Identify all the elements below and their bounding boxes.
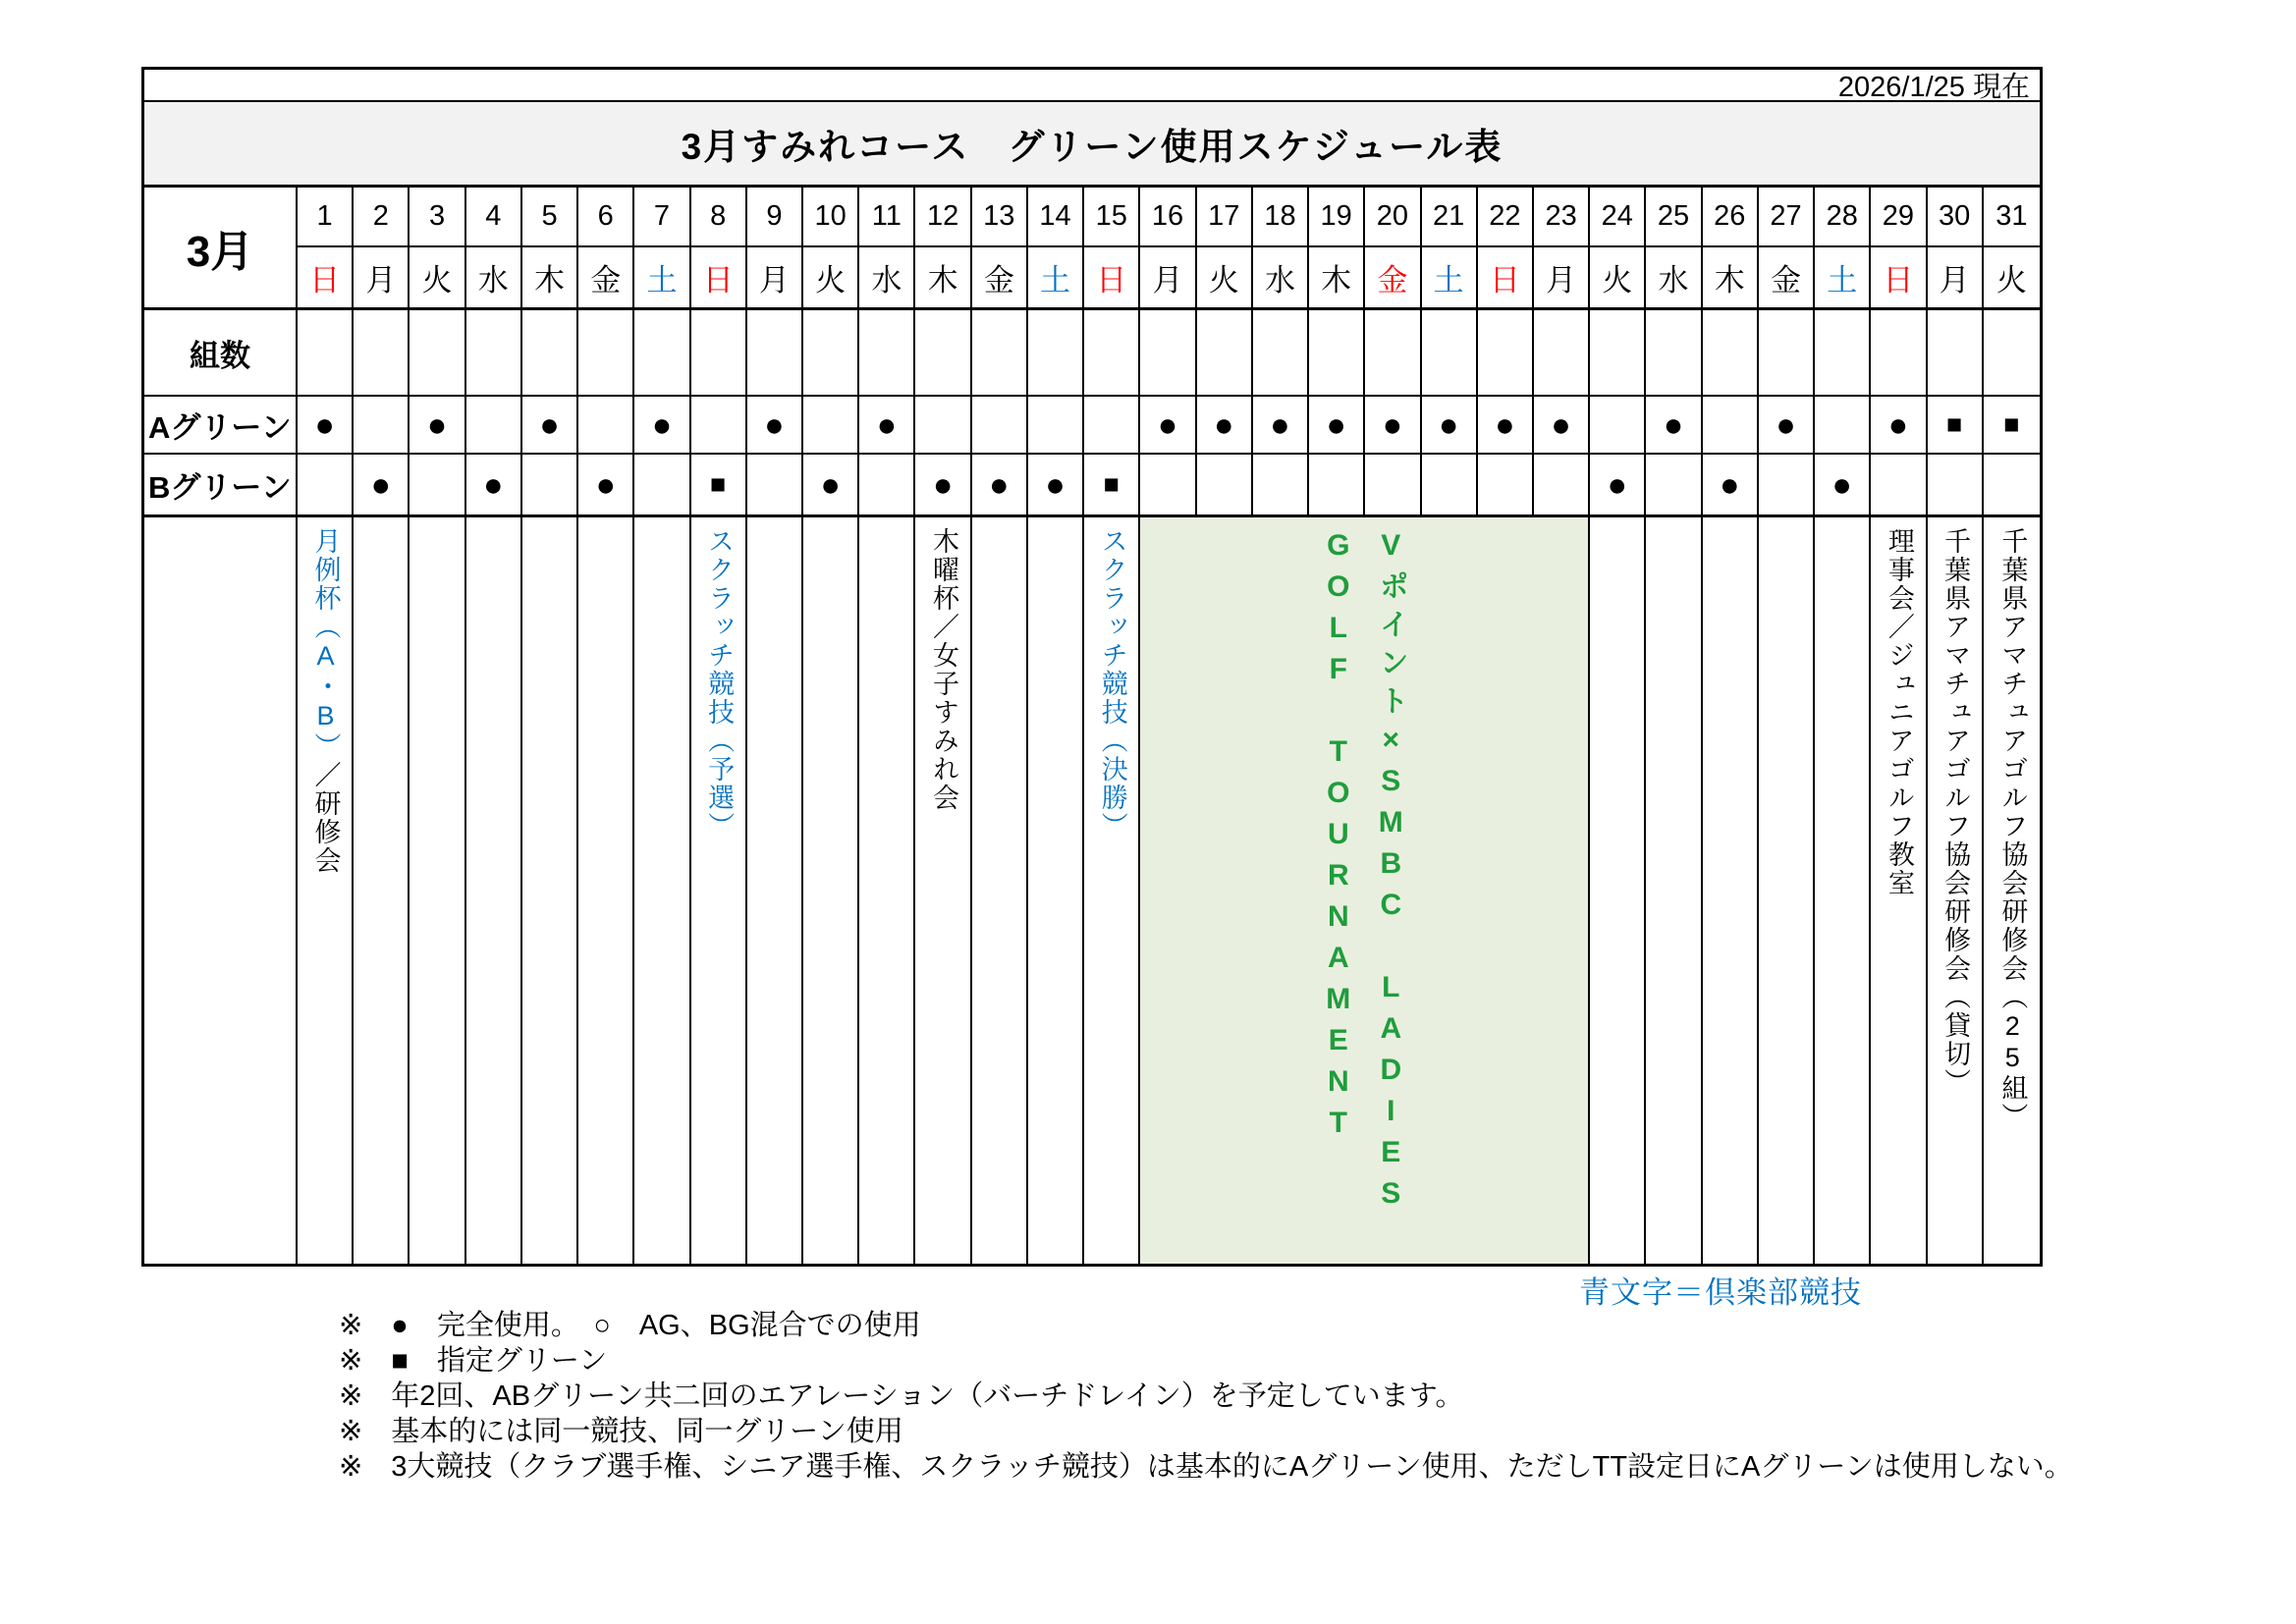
day-number-30: 30 — [1928, 188, 1984, 247]
day-of-week-15: 日 — [1084, 247, 1140, 310]
b-green-cell-23 — [1534, 455, 1590, 517]
b-green-cell-5 — [522, 455, 578, 517]
day-of-week-29: 日 — [1871, 247, 1927, 310]
as-of-date: 2026/1/25 現在 — [144, 70, 2040, 102]
kumisu-cell-30 — [1928, 310, 1984, 397]
blue-text-legend: 青文字＝倶楽部競技 — [1579, 1275, 1862, 1310]
kumisu-cell-7 — [634, 310, 690, 397]
note-line: ※ ● 完全使用。 ○ AG、BG混合での使用 — [339, 1310, 921, 1341]
event-cell-15 — [1084, 517, 1140, 1264]
event-cell-10 — [803, 517, 859, 1264]
day-of-week-24: 火 — [1590, 247, 1646, 310]
b-green-cell-7 — [634, 455, 690, 517]
day-of-week-12: 木 — [915, 247, 971, 310]
event-cell-11 — [859, 517, 915, 1264]
month-label: 3月 — [144, 188, 298, 310]
a-green-cell-11: ● — [859, 397, 915, 455]
day-of-week-23: 月 — [1534, 247, 1590, 310]
a-green-cell-5: ● — [522, 397, 578, 455]
kumisu-cell-26 — [1703, 310, 1759, 397]
b-green-cell-31 — [1984, 455, 2040, 517]
day-of-week-22: 日 — [1478, 247, 1534, 310]
note-line: ※ 3大競技（クラブ選手権、シニア選手権、スクラッチ競技）は基本的にAグリーン使用、ただしTT設定日にAグリーンは使用しない。 — [339, 1451, 2073, 1483]
day-number-2: 2 — [354, 188, 410, 247]
event-cell-27 — [1759, 517, 1815, 1264]
day-number-27: 27 — [1759, 188, 1815, 247]
a-green-cell-27: ● — [1759, 397, 1815, 455]
event-cell-12 — [915, 517, 971, 1264]
b-green-cell-9 — [747, 455, 803, 517]
day-number-16: 16 — [1140, 188, 1196, 247]
day-of-week-21: 土 — [1422, 247, 1478, 310]
event-cell-26 — [1703, 517, 1759, 1264]
a-green-cell-17: ● — [1197, 397, 1253, 455]
kumisu-cell-18 — [1253, 310, 1309, 397]
a-green-cell-3: ● — [410, 397, 465, 455]
day-of-week-28: 土 — [1815, 247, 1871, 310]
day-of-week-20: 金 — [1365, 247, 1421, 310]
day-number-15: 15 — [1084, 188, 1140, 247]
row-label-b-green: Bグリーン — [144, 455, 298, 517]
note-line: ※ ■ 指定グリーン — [339, 1345, 608, 1377]
event-cell-24 — [1590, 517, 1646, 1264]
event-cell-28 — [1815, 517, 1871, 1264]
a-green-cell-24 — [1590, 397, 1646, 455]
a-green-cell-14 — [1028, 397, 1084, 455]
day-number-19: 19 — [1309, 188, 1365, 247]
day-of-week-31: 火 — [1984, 247, 2040, 310]
b-green-cell-22 — [1478, 455, 1534, 517]
event-cell-6 — [578, 517, 634, 1264]
day-of-week-7: 土 — [634, 247, 690, 310]
kumisu-cell-21 — [1422, 310, 1478, 397]
day-of-week-16: 月 — [1140, 247, 1196, 310]
a-green-cell-10 — [803, 397, 859, 455]
day-number-11: 11 — [859, 188, 915, 247]
kumisu-cell-17 — [1197, 310, 1253, 397]
day-number-10: 10 — [803, 188, 859, 247]
a-green-cell-15 — [1084, 397, 1140, 455]
a-green-cell-1: ● — [298, 397, 354, 455]
day-number-28: 28 — [1815, 188, 1871, 247]
event-cell-14 — [1028, 517, 1084, 1264]
kumisu-cell-2 — [354, 310, 410, 397]
day-number-31: 31 — [1984, 188, 2040, 247]
day-number-24: 24 — [1590, 188, 1646, 247]
kumisu-cell-13 — [972, 310, 1028, 397]
a-green-cell-18: ● — [1253, 397, 1309, 455]
b-green-cell-4: ● — [466, 455, 522, 517]
event-text: 月例杯︵A・B︶／研修会 — [310, 527, 341, 875]
event-cell-7 — [634, 517, 690, 1264]
b-green-cell-18 — [1253, 455, 1309, 517]
day-of-week-25: 水 — [1646, 247, 1702, 310]
kumisu-cell-14 — [1028, 310, 1084, 397]
b-green-cell-1 — [298, 455, 354, 517]
day-number-3: 3 — [410, 188, 465, 247]
a-green-cell-31: ■ — [1984, 397, 2040, 455]
b-green-cell-20 — [1365, 455, 1421, 517]
event-cell-3 — [410, 517, 465, 1264]
day-number-17: 17 — [1197, 188, 1253, 247]
day-of-week-3: 火 — [410, 247, 465, 310]
schedule-grid — [141, 67, 2043, 1267]
a-green-cell-29: ● — [1871, 397, 1927, 455]
day-of-week-8: 日 — [691, 247, 747, 310]
b-green-cell-2: ● — [354, 455, 410, 517]
kumisu-cell-15 — [1084, 310, 1140, 397]
kumisu-cell-24 — [1590, 310, 1646, 397]
kumisu-cell-1 — [298, 310, 354, 397]
b-green-cell-12: ● — [915, 455, 971, 517]
day-of-week-18: 水 — [1253, 247, 1309, 310]
b-green-cell-14: ● — [1028, 455, 1084, 517]
event-cell-31 — [1984, 517, 2040, 1264]
golf-tournament-block — [1140, 517, 1590, 1264]
a-green-cell-30: ■ — [1928, 397, 1984, 455]
a-green-cell-28 — [1815, 397, 1871, 455]
event-text: スクラッチ競技︵決勝︶ — [1097, 527, 1127, 840]
a-green-cell-9: ● — [747, 397, 803, 455]
a-green-cell-16: ● — [1140, 397, 1196, 455]
footnotes — [339, 1308, 2073, 1485]
row-label-kumisu: 組数 — [144, 310, 298, 397]
day-number-29: 29 — [1871, 188, 1927, 247]
b-green-cell-19 — [1309, 455, 1365, 517]
kumisu-cell-25 — [1646, 310, 1702, 397]
kumisu-cell-16 — [1140, 310, 1196, 397]
kumisu-cell-6 — [578, 310, 634, 397]
b-green-cell-21 — [1422, 455, 1478, 517]
kumisu-cell-5 — [522, 310, 578, 397]
kumisu-cell-23 — [1534, 310, 1590, 397]
day-of-week-5: 木 — [522, 247, 578, 310]
event-cell-25 — [1646, 517, 1702, 1264]
day-of-week-2: 月 — [354, 247, 410, 310]
event-cell-5 — [522, 517, 578, 1264]
event-cell-13 — [972, 517, 1028, 1264]
kumisu-cell-27 — [1759, 310, 1815, 397]
day-number-18: 18 — [1253, 188, 1309, 247]
event-text: 千葉県アマチュアゴルフ協会研修会︵25組︶ — [1997, 527, 2028, 1131]
day-of-week-9: 月 — [747, 247, 803, 310]
day-of-week-1: 日 — [298, 247, 354, 310]
a-green-cell-26 — [1703, 397, 1759, 455]
day-number-25: 25 — [1646, 188, 1702, 247]
day-number-26: 26 — [1703, 188, 1759, 247]
b-green-cell-28: ● — [1815, 455, 1871, 517]
a-green-cell-4 — [466, 397, 522, 455]
day-number-9: 9 — [747, 188, 803, 247]
day-number-7: 7 — [634, 188, 690, 247]
event-cell-8 — [691, 517, 747, 1264]
day-of-week-30: 月 — [1928, 247, 1984, 310]
day-number-22: 22 — [1478, 188, 1534, 247]
day-number-5: 5 — [522, 188, 578, 247]
event-cell-30 — [1928, 517, 1984, 1264]
a-green-cell-22: ● — [1478, 397, 1534, 455]
kumisu-cell-12 — [915, 310, 971, 397]
b-green-cell-15: ■ — [1084, 455, 1140, 517]
b-green-cell-16 — [1140, 455, 1196, 517]
b-green-cell-26: ● — [1703, 455, 1759, 517]
kumisu-cell-4 — [466, 310, 522, 397]
kumisu-cell-28 — [1815, 310, 1871, 397]
day-number-13: 13 — [972, 188, 1028, 247]
a-green-cell-12 — [915, 397, 971, 455]
golf-tournament-text: GOLF TOURNAMENT — [1322, 529, 1355, 1148]
row-label-a-green: Aグリーン — [144, 397, 298, 455]
a-green-cell-6 — [578, 397, 634, 455]
a-green-cell-8 — [691, 397, 747, 455]
event-text: 木曜杯／女子すみれ会 — [929, 527, 959, 812]
b-green-cell-6: ● — [578, 455, 634, 517]
b-green-cell-27 — [1759, 455, 1815, 517]
b-green-cell-17 — [1197, 455, 1253, 517]
day-number-1: 1 — [298, 188, 354, 247]
event-cell-29 — [1871, 517, 1927, 1264]
day-number-21: 21 — [1422, 188, 1478, 247]
day-number-8: 8 — [691, 188, 747, 247]
b-green-cell-8: ■ — [691, 455, 747, 517]
kumisu-cell-11 — [859, 310, 915, 397]
event-cell-1 — [298, 517, 354, 1264]
day-of-week-27: 金 — [1759, 247, 1815, 310]
day-of-week-14: 土 — [1028, 247, 1084, 310]
day-of-week-17: 火 — [1197, 247, 1253, 310]
event-text: 千葉県アマチュアゴルフ協会研修会︵貸切︶ — [1941, 527, 1971, 1097]
day-of-week-19: 木 — [1309, 247, 1365, 310]
kumisu-cell-22 — [1478, 310, 1534, 397]
event-cell-4 — [466, 517, 522, 1264]
kumisu-cell-9 — [747, 310, 803, 397]
day-of-week-4: 水 — [466, 247, 522, 310]
a-green-cell-23: ● — [1534, 397, 1590, 455]
day-number-12: 12 — [915, 188, 971, 247]
day-number-23: 23 — [1534, 188, 1590, 247]
a-green-cell-21: ● — [1422, 397, 1478, 455]
kumisu-cell-3 — [410, 310, 465, 397]
day-number-20: 20 — [1365, 188, 1421, 247]
kumisu-cell-29 — [1871, 310, 1927, 397]
b-green-cell-25 — [1646, 455, 1702, 517]
row-label-events — [144, 517, 298, 1264]
b-green-cell-11 — [859, 455, 915, 517]
b-green-cell-24: ● — [1590, 455, 1646, 517]
vpoint-smbc-ladies-text: Vポイント×SMBC LADIES — [1374, 529, 1407, 1218]
note-line: ※ 基本的には同一競技、同一グリーン使用 — [339, 1416, 903, 1447]
b-green-cell-13: ● — [972, 455, 1028, 517]
kumisu-cell-19 — [1309, 310, 1365, 397]
day-number-14: 14 — [1028, 188, 1084, 247]
day-number-4: 4 — [466, 188, 522, 247]
page-title: 3月すみれコース グリーン使用スケジュール表 — [144, 102, 2040, 188]
b-green-cell-10: ● — [803, 455, 859, 517]
kumisu-cell-8 — [691, 310, 747, 397]
day-of-week-26: 木 — [1703, 247, 1759, 310]
b-green-cell-29 — [1871, 455, 1927, 517]
day-of-week-11: 水 — [859, 247, 915, 310]
event-text: 理事会／ジュニアゴルフ教室 — [1884, 527, 1914, 897]
a-green-cell-7: ● — [634, 397, 690, 455]
event-cell-9 — [747, 517, 803, 1264]
day-number-6: 6 — [578, 188, 634, 247]
day-of-week-13: 金 — [972, 247, 1028, 310]
kumisu-cell-10 — [803, 310, 859, 397]
kumisu-cell-20 — [1365, 310, 1421, 397]
event-cell-2 — [354, 517, 410, 1264]
a-green-cell-13 — [972, 397, 1028, 455]
event-text: スクラッチ競技︵予選︶ — [704, 527, 735, 840]
day-of-week-10: 火 — [803, 247, 859, 310]
a-green-cell-2 — [354, 397, 410, 455]
a-green-cell-25: ● — [1646, 397, 1702, 455]
b-green-cell-30 — [1928, 455, 1984, 517]
a-green-cell-20: ● — [1365, 397, 1421, 455]
note-line: ※ 年2回、ABグリーン共二回のエアレーション（バーチドレイン）を予定しています。 — [339, 1380, 1464, 1412]
kumisu-cell-31 — [1984, 310, 2040, 397]
a-green-cell-19: ● — [1309, 397, 1365, 455]
day-of-week-6: 金 — [578, 247, 634, 310]
b-green-cell-3 — [410, 455, 465, 517]
